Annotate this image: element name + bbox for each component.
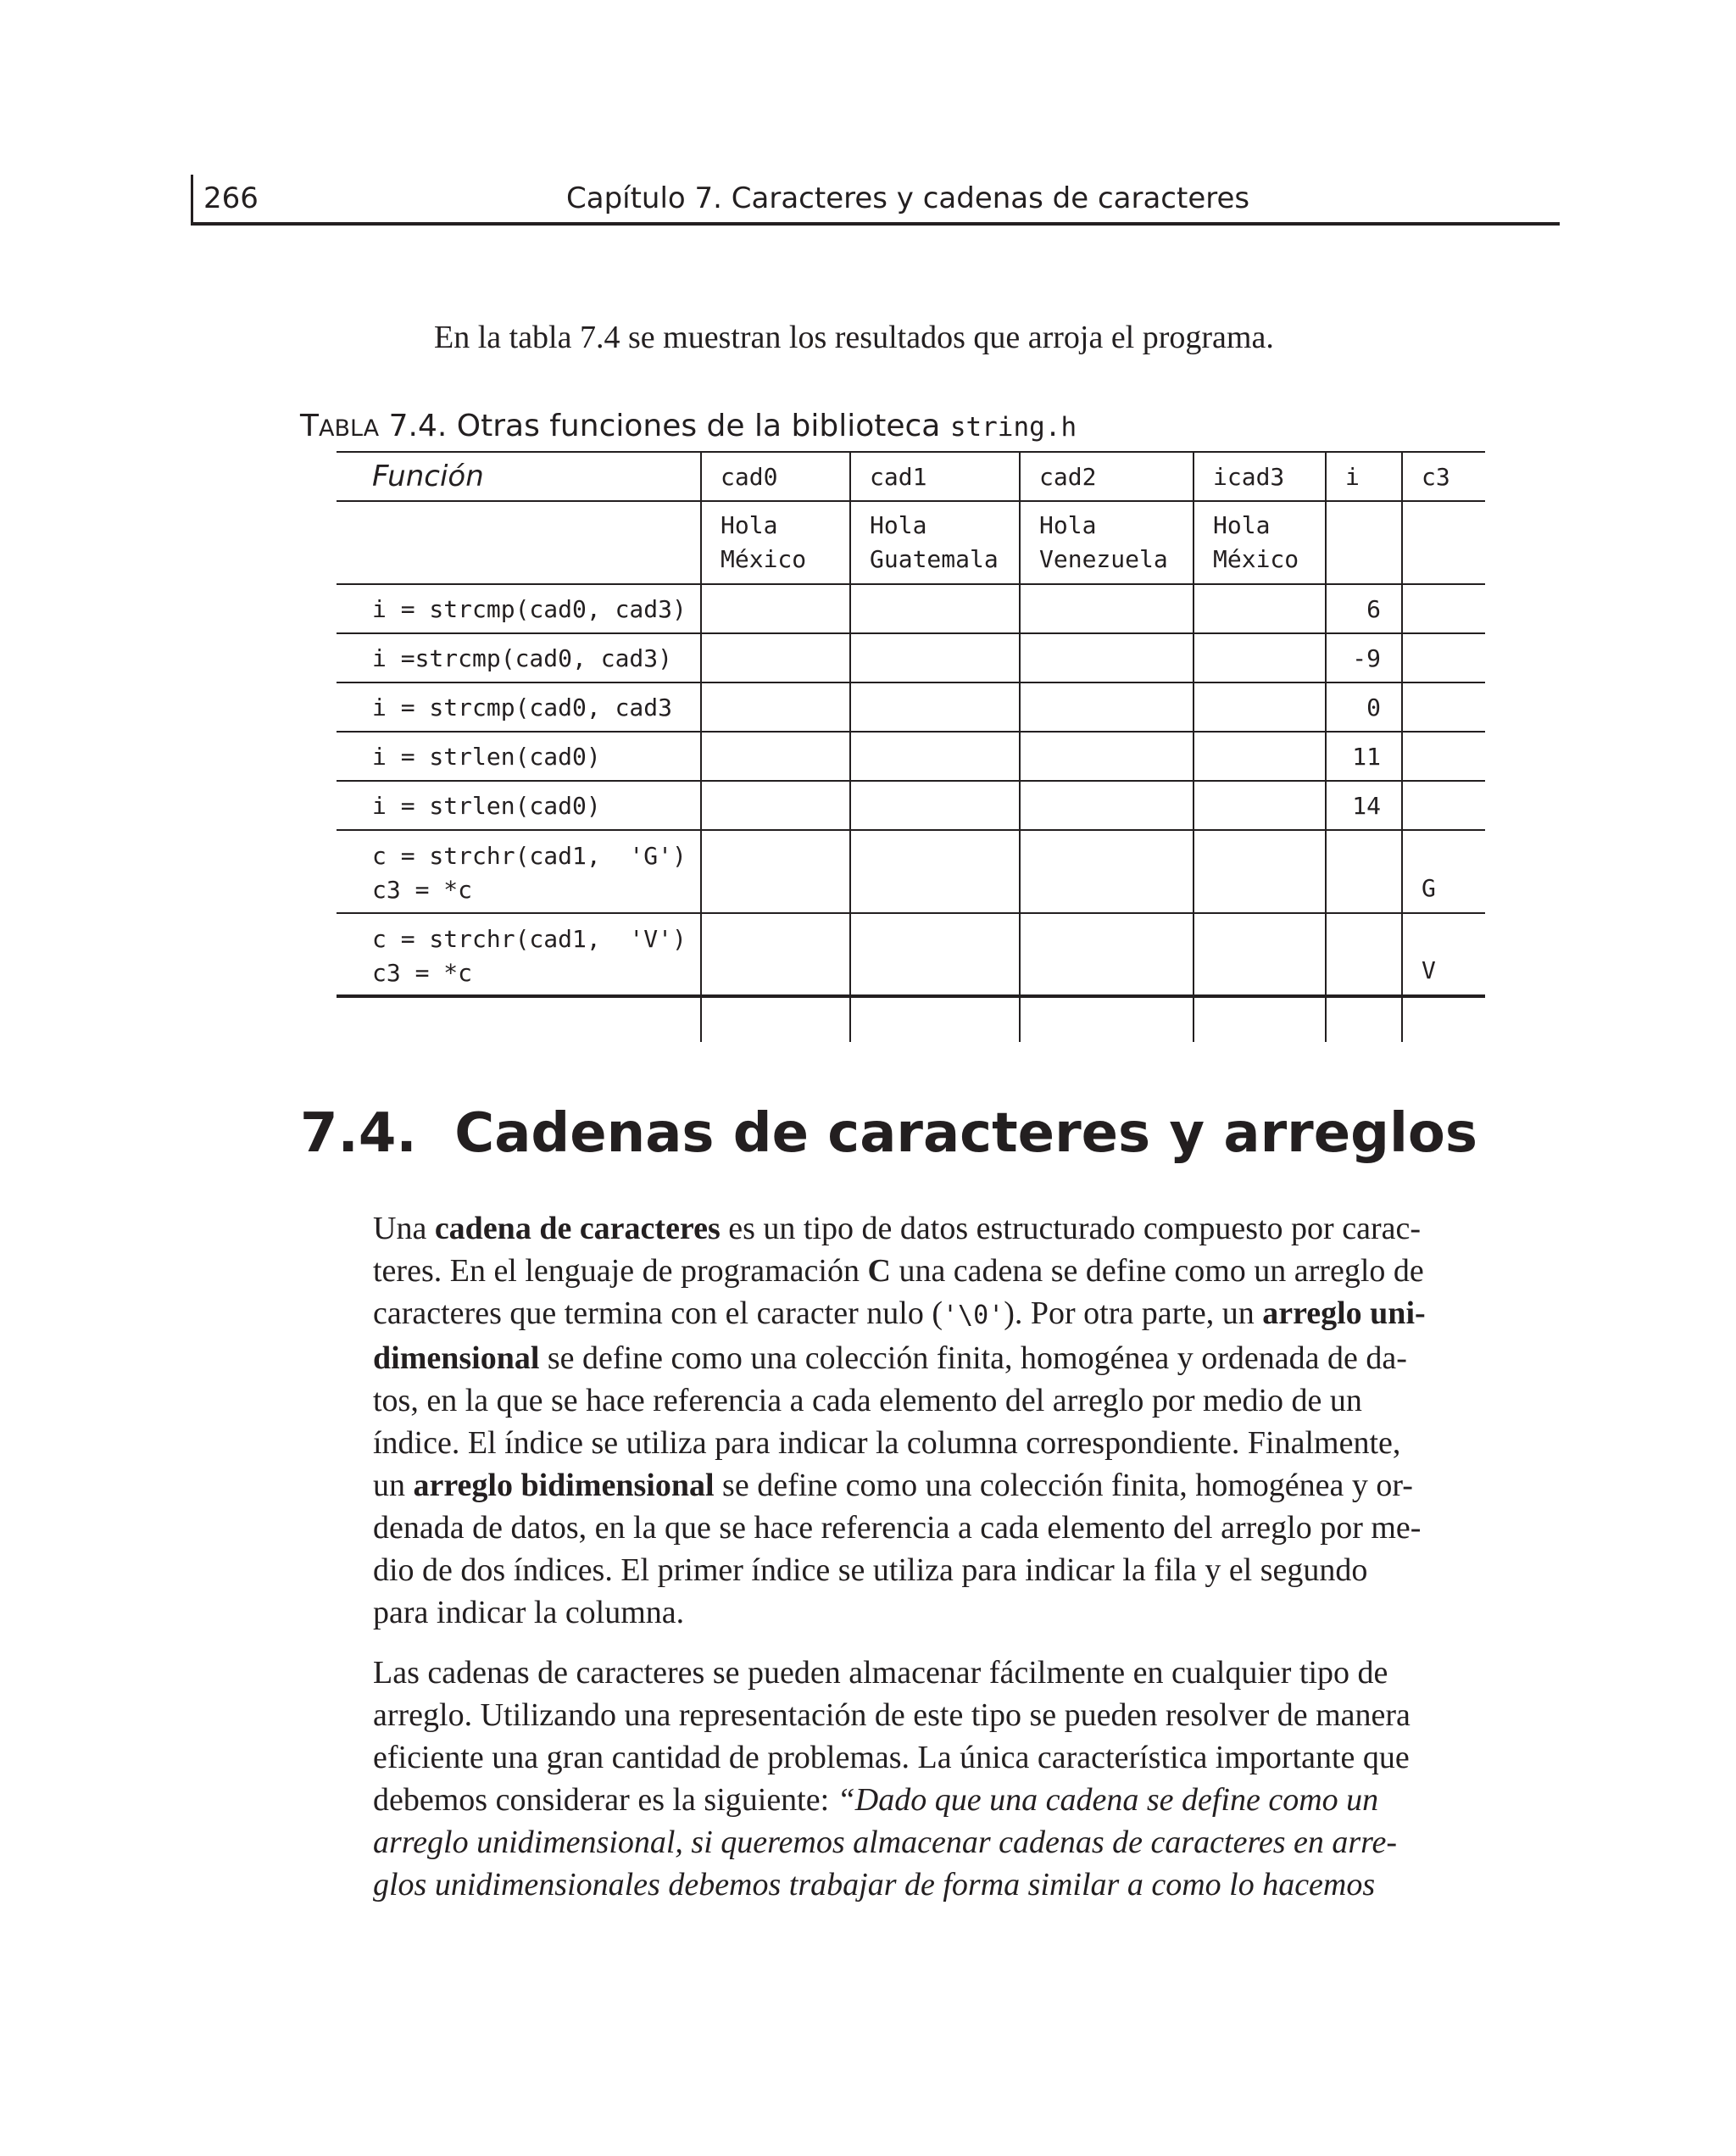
- header-icad3: icad3: [1194, 452, 1326, 501]
- cell-i: -9: [1326, 633, 1402, 682]
- table-row-strings: [337, 501, 1485, 584]
- cell-c3: G: [1402, 830, 1485, 913]
- cell-i: [1326, 830, 1402, 913]
- cell-i: 14: [1326, 781, 1402, 830]
- cell-function: c = strchr(cad1, 'V') c3 = *c: [337, 913, 701, 996]
- cell-c3: V: [1402, 913, 1485, 996]
- cell-c3: [1402, 781, 1485, 830]
- header-funcion: Función: [337, 452, 701, 501]
- cell-function: i = strlen(cad0): [337, 781, 701, 830]
- cell-function: c = strchr(cad1, 'G') c3 = *c: [337, 830, 701, 913]
- cell-cad0: Hola México: [701, 501, 850, 584]
- table-label-initial: T: [300, 409, 319, 443]
- paragraph-2: Las cadenas de caracteres se pueden almacenar fácilmente en cualquier tipo de arreglo. Utilizando una representación de este tipo se pueden resolver de manera eficiente una gran cantidad de problemas. La única característica importante que debemos considerar es la siguiente: “Dado que una cadena se define como un arreglo unidimensional, si queremos almacenar cadenas de caracteres en arre- glos unidimensionales debemos trabajar de forma similar a como lo hacemos: [373, 1655, 1410, 1903]
- table-row: [337, 830, 1485, 913]
- table-row: [337, 913, 1485, 996]
- cell-i: [1326, 913, 1402, 996]
- paragraph-1: Una cadena de caracteres es un tipo de datos estructurado compuesto por carac- teres. En el lenguaje de programación C una cadena se define como un arreglo de caracteres que termina con el caracter nulo ('\0'). Por otra parte, un arreglo uni- dimensional se define como una colección finita, homogénea y ordenada de da- tos, en la que se hace referencia a cada elemento del arreglo por medio de un índice. El índice se utiliza para indicar la columna correspondiente. Finalmente, un arreglo bidimensional se define como una colección finita, homogénea y or- denada de datos, en la que se hace referencia a cada elemento del arreglo por me- dio de dos índices. El primer índice se utiliza para indicar la fila y el segundo para indicar la columna.: [373, 1211, 1426, 1630]
- cell-empty: [337, 501, 701, 584]
- header-cad0: cad0: [701, 452, 850, 501]
- table-library: string.h: [949, 412, 1077, 443]
- header-cad1: cad1: [850, 452, 1020, 501]
- cell-function: i =strcmp(cad0, cad3): [337, 633, 701, 682]
- intro-text: En la tabla 7.4 se muestran los resultados que arroja el programa.: [434, 320, 1274, 355]
- chapter-title: Capítulo 7. Caracteres y cadenas de caracteres: [566, 181, 1250, 215]
- running-header: [191, 175, 1560, 226]
- section-heading: [300, 1102, 1477, 1165]
- cell-function: i = strcmp(cad0, cad3): [337, 584, 701, 633]
- cell-c3: [1402, 682, 1485, 732]
- table-number: 7.4.: [388, 409, 448, 443]
- table-title: Otras funciones de la biblioteca: [456, 409, 941, 443]
- table-label-rest: ABLA: [319, 415, 380, 442]
- cell-i: 0: [1326, 682, 1402, 732]
- table-caption: [300, 409, 1077, 443]
- section-number: 7.4.: [300, 1102, 417, 1165]
- cell-icad3: Hola México: [1194, 501, 1326, 584]
- cell-function: i = strcmp(cad0, cad3: [337, 682, 701, 732]
- cell-function: i = strlen(cad0): [337, 732, 701, 781]
- table-row: [337, 781, 1485, 830]
- table-row: [337, 682, 1485, 732]
- cell-i: 6: [1326, 584, 1402, 633]
- cell-c3: [1402, 633, 1485, 682]
- header-i: i: [1326, 452, 1402, 501]
- cell-c3: [1402, 584, 1485, 633]
- cell-cad1: Hola Guatemala: [850, 501, 1020, 584]
- cell-c3: [1402, 501, 1485, 584]
- table-row: [337, 633, 1485, 682]
- table-header-row: [337, 452, 1485, 501]
- table-row: [337, 732, 1485, 781]
- functions-table: [337, 451, 1485, 1042]
- cell-c3: [1402, 732, 1485, 781]
- header-c3: c3: [1402, 452, 1485, 501]
- section-title: Cadenas de caracteres y arreglos: [454, 1102, 1477, 1165]
- cell-i: [1326, 501, 1402, 584]
- cell-i: 11: [1326, 732, 1402, 781]
- page-number: 266: [203, 181, 259, 215]
- header-cad2: cad2: [1020, 452, 1194, 501]
- table-tail-row: [337, 996, 1485, 1042]
- cell-cad2: Hola Venezuela: [1020, 501, 1194, 584]
- table-row: [337, 584, 1485, 633]
